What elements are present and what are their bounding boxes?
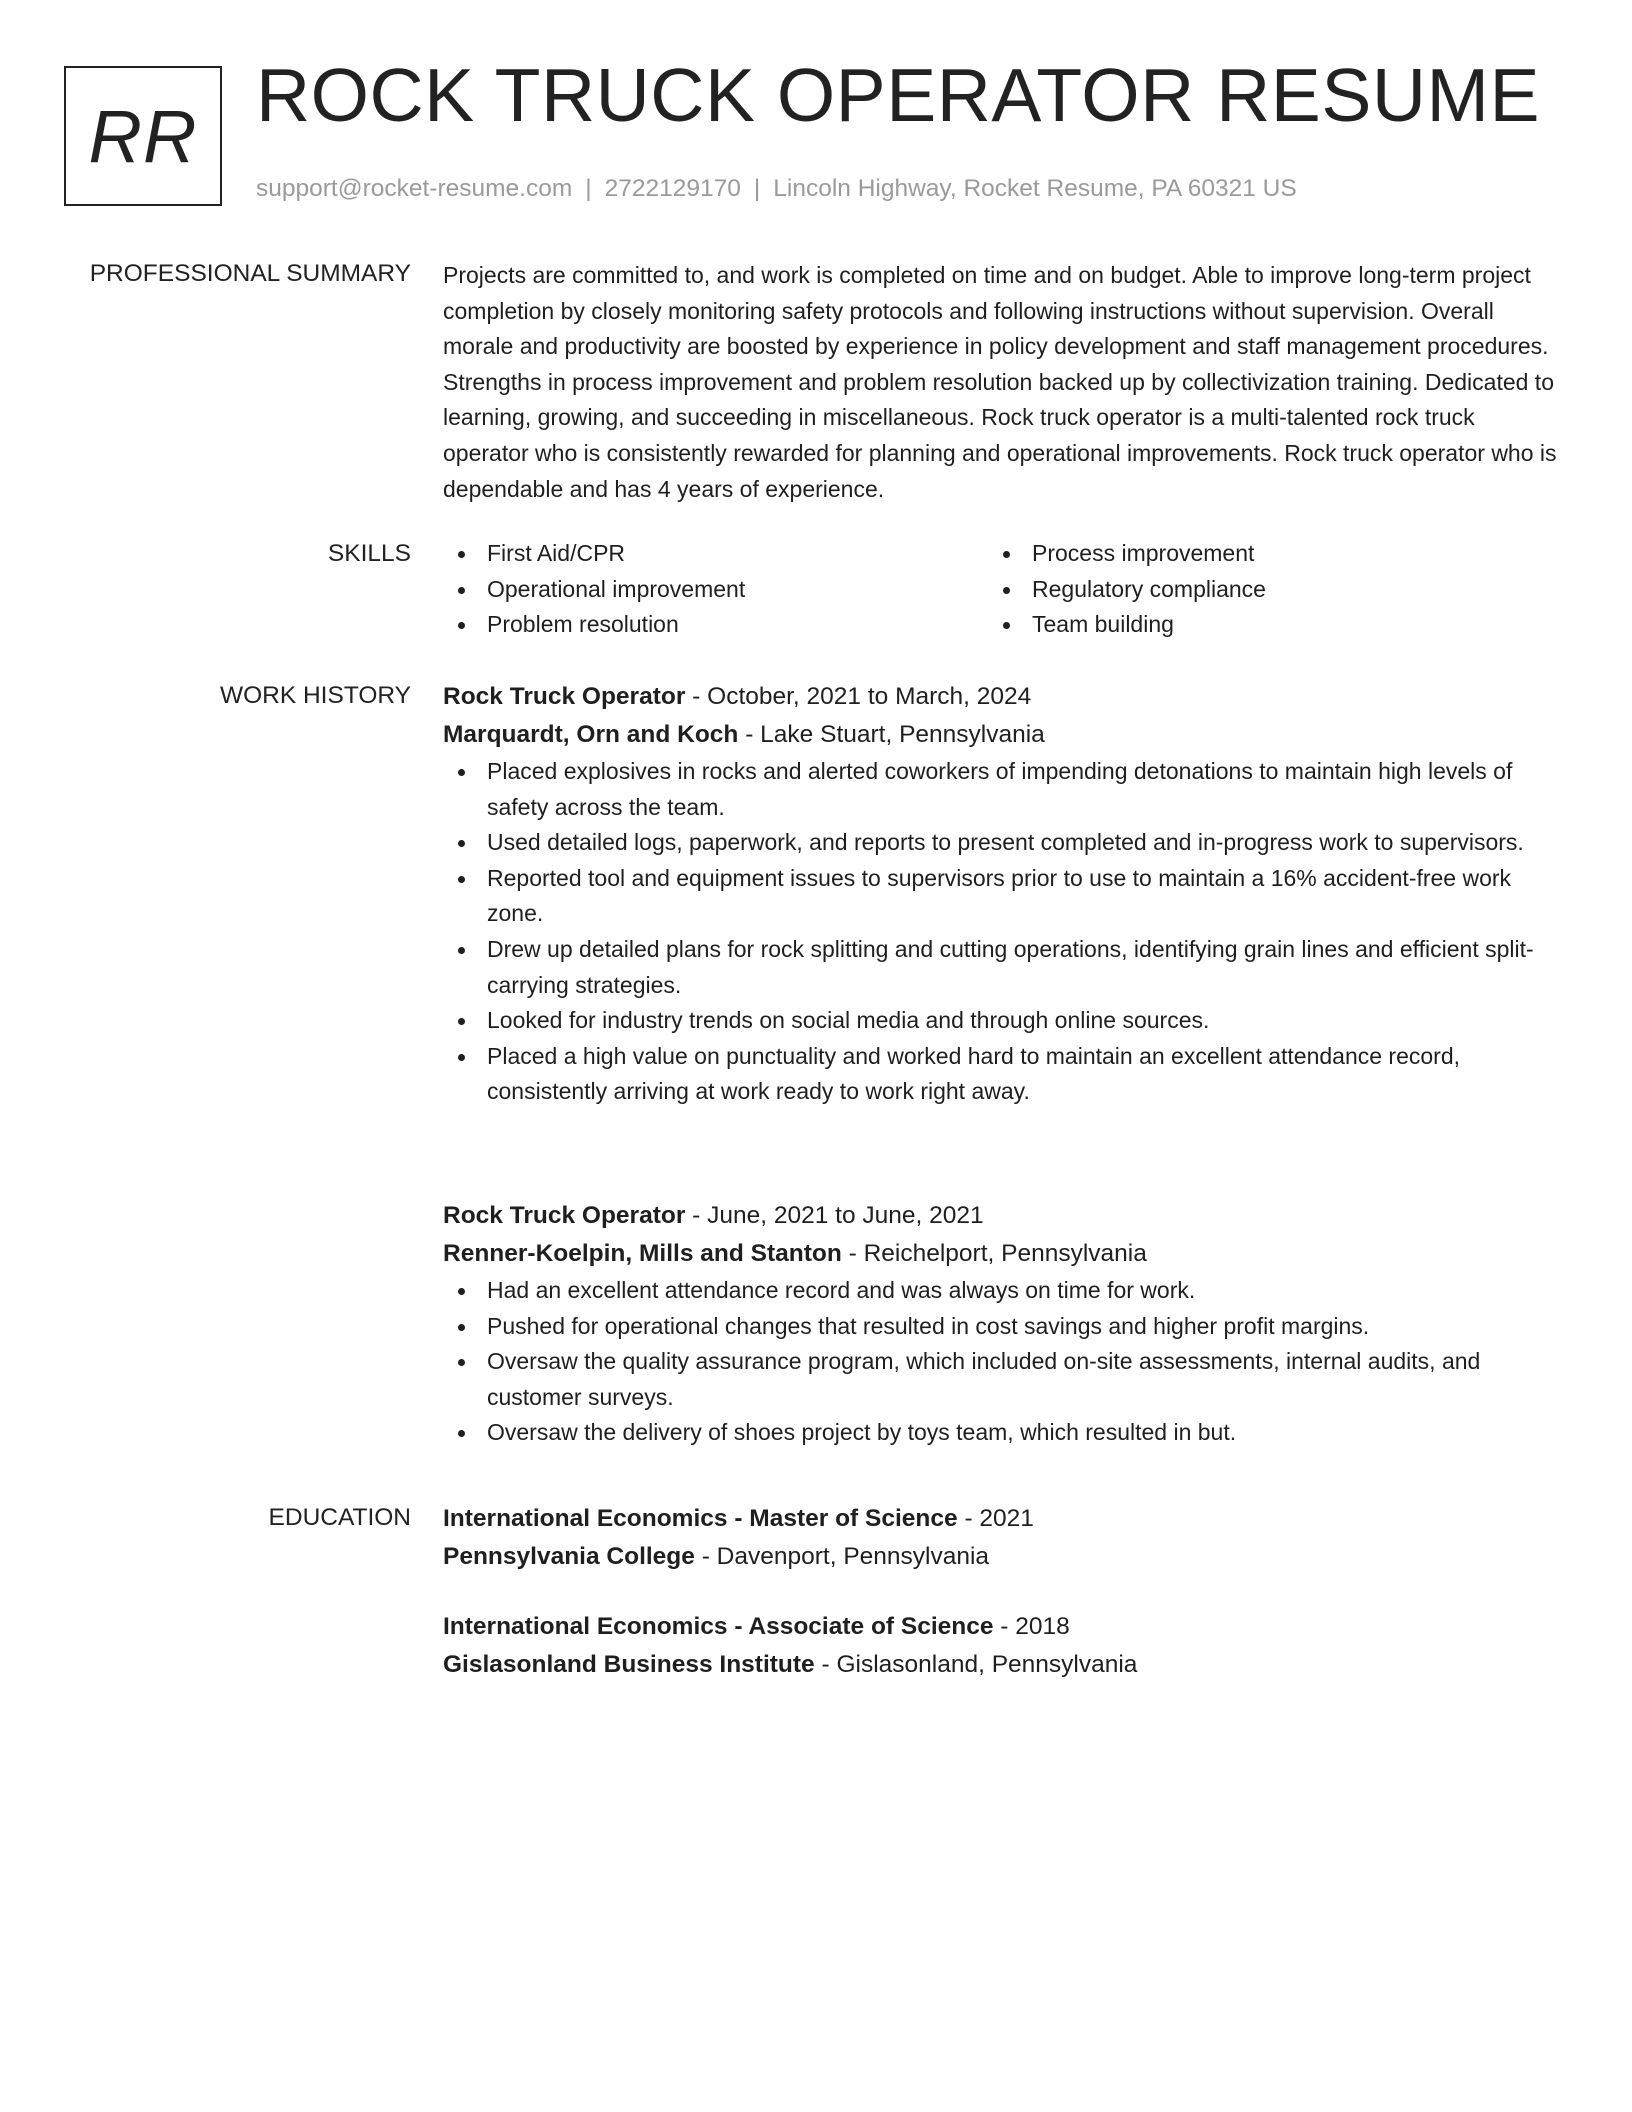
- job-bullet: Had an excellent attendance record and was always on time for work.: [443, 1273, 1563, 1309]
- degree-line: [443, 1500, 1563, 1538]
- section-heading-work-history: WORK HISTORY: [219, 682, 411, 709]
- job-title: Rock Truck Operator: [443, 1202, 686, 1229]
- section-heading-skills: SKILLS: [327, 540, 411, 567]
- school: Pennsylvania College: [443, 1543, 695, 1570]
- school-location: - Davenport, Pennsylvania: [694, 1543, 990, 1570]
- job-bullet: Placed explosives in rocks and alerted coworkers of impending detonations to maintain high levels of safety across the team.: [443, 754, 1563, 825]
- job-company-line: [443, 716, 1563, 754]
- school-location: - Gislasonland, Pennsylvania: [814, 1651, 1138, 1678]
- job-title-line: [443, 678, 1563, 716]
- section-heading-education: EDUCATION: [268, 1504, 411, 1531]
- skills-list-right: [988, 536, 1533, 643]
- job-entry: [443, 1197, 1563, 1451]
- contact-address: Lincoln Highway, Rocket Resume, PA 60321 US: [773, 175, 1297, 202]
- job-bullet: Placed a high value on punctuality and worked hard to maintain an excellent attendance record, consistently arriving at work ready to work right away.: [443, 1039, 1563, 1110]
- job-location: - Lake Stuart, Pennsylvania: [738, 721, 1045, 748]
- school-line: [443, 1538, 1563, 1576]
- degree-line: [443, 1608, 1563, 1646]
- education-entry: [443, 1608, 1563, 1684]
- job-bullet: Used detailed logs, paperwork, and reports to present completed and in-progress work to supervisors.: [443, 825, 1563, 861]
- contact-email[interactable]: support@rocket-resume.com: [256, 175, 573, 202]
- contact-separator: |: [585, 175, 592, 202]
- job-company: Renner-Koelpin, Mills and Stanton: [443, 1240, 842, 1267]
- job-bullet: Drew up detailed plans for rock splitting and cutting operations, identifying grain lines and efficient split-carrying strategies.: [443, 932, 1563, 1003]
- job-company: Marquardt, Orn and Koch: [443, 721, 739, 748]
- job-bullet-list: [443, 1273, 1563, 1451]
- skill-item: Process improvement: [988, 536, 1533, 572]
- job-company-line: [443, 1235, 1563, 1273]
- contact-line: [256, 175, 1297, 203]
- summary-text: Projects are committed to, and work is completed on time and on budget. Able to improve long-term project completion by closely monitoring safety protocols and following instructions without supervision. Overall morale and productivity are boosted by experience in policy development and staff management procedures. Strengths in process improvement and problem resolution backed up by collectivization training. Dedicated to learning, growing, and succeeding in miscellaneous. Rock truck operator is a multi-talented rock truck operator who is consistently rewarded for planning and operational improvements. Rock truck operator who is dependable and has 4 years of experience.: [443, 262, 1557, 502]
- job-bullet: Pushed for operational changes that resulted in cost savings and higher profit margins.: [443, 1309, 1563, 1345]
- graduation-year: - 2018: [993, 1613, 1070, 1640]
- job-dates: - October, 2021 to March, 2024: [685, 683, 1032, 710]
- skill-item: Problem resolution: [443, 607, 988, 643]
- skill-item: First Aid/CPR: [443, 536, 988, 572]
- job-bullet: Oversaw the quality assurance program, which included on-site assessments, internal audits, and customer surveys.: [443, 1344, 1563, 1415]
- job-bullet: Reported tool and equipment issues to supervisors prior to use to maintain a 16% accident-free work zone.: [443, 861, 1563, 932]
- school: Gislasonland Business Institute: [443, 1651, 815, 1678]
- job-entry: [443, 678, 1563, 1110]
- job-location: - Reichelport, Pennsylvania: [841, 1240, 1147, 1267]
- skill-item: Regulatory compliance: [988, 572, 1533, 608]
- degree: International Economics - Master of Science: [443, 1505, 958, 1532]
- contact-separator: |: [753, 175, 761, 202]
- job-bullet: Oversaw the delivery of shoes project by toys team, which resulted in but.: [443, 1415, 1563, 1451]
- skill-item: Team building: [988, 607, 1533, 643]
- skills-list-left: [443, 536, 988, 643]
- job-title-line: [443, 1197, 1563, 1235]
- section-heading-summary: PROFESSIONAL SUMMARY: [89, 260, 411, 287]
- page-title: ROCK TRUCK OPERATOR RESUME: [256, 53, 1541, 137]
- job-title: Rock Truck Operator: [443, 683, 686, 710]
- education-entry: [443, 1500, 1563, 1576]
- school-line: [443, 1646, 1563, 1684]
- degree: International Economics - Associate of Science: [443, 1613, 994, 1640]
- graduation-year: - 2021: [957, 1505, 1034, 1532]
- job-bullet: Looked for industry trends on social media and through online sources.: [443, 1003, 1563, 1039]
- skill-item: Operational improvement: [443, 572, 988, 608]
- job-bullet-list: [443, 754, 1563, 1110]
- job-dates: - June, 2021 to June, 2021: [685, 1202, 984, 1229]
- monogram-logo: RR: [64, 66, 222, 206]
- contact-phone[interactable]: 2722129170: [604, 175, 741, 202]
